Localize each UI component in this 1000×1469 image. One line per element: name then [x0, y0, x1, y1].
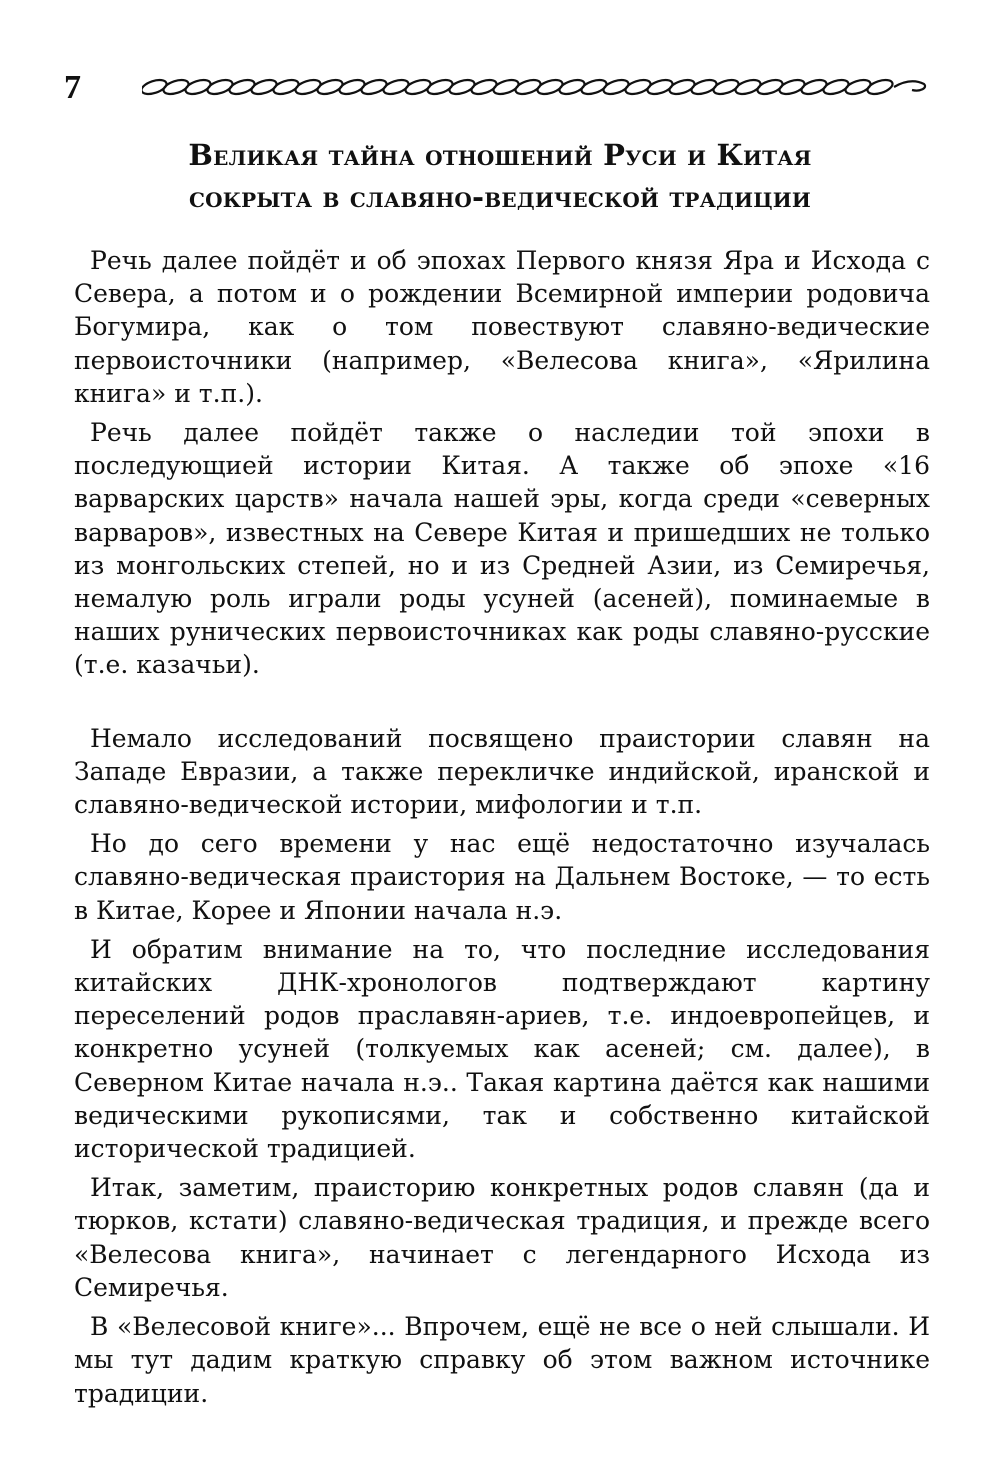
paragraph: И обратим внимание на то, что последние исследования китайских ДНК-хронологов подтверждают картину переселений родов праславян-ариев, т.е. индоевропейцев, и конкретно усуней (толкуемых как асеней; см. далее), в Северном Китае начала н.э.. Такая картина даётся как нашими ведическими рукописями, так и собственно китайской исторической традицией. [74, 934, 930, 1164]
paragraph: Немало исследований посвящено праистории славян на Западе Евразии, а также перекличке индийской, иранской и славяно-ведической истории, мифологии и т.п. [74, 723, 930, 820]
braided-rope-ornament-icon [142, 74, 932, 100]
paragraph: В «Велесовой книге»... Впрочем, ещё не все о ней слышали. И мы тут дадим краткую справку об этом важном источнике традиции. [74, 1312, 930, 1408]
body-text [74, 244, 930, 1416]
paragraph: Речь далее пойдёт и об эпохах Первого князя Яра и Исхода с Севера, а потом и о рождении Всемирной империи родовича Богумира, как о том повествуют славяно-ведические первоисточники (например, «Велесова книга», «Ярилина книга» и т.п.). [74, 246, 930, 408]
chapter-title-line-1: Великая тайна отношений Руси и Китая [188, 138, 812, 172]
paragraph: Но до сего времени у нас ещё недостаточно изучалась славяно-ведическая праистория на Дальнем Востоке, — то есть в Китае, Корее и Японии начала н.э. [74, 829, 930, 925]
page-header [64, 68, 936, 108]
page-number: 7 [64, 69, 81, 106]
chapter-title-line-2: сокрыта в славяно-ведической традиции [189, 180, 811, 214]
chapter-title [60, 134, 940, 218]
paragraph: Речь далее пойдёт также о наследии той эпохи в последующией истории Китая. А также об эпохе «16 варварских царств» начала нашей эры, когда среди «северных варваров», известных на Севере Китая и пришедших не только из монгольских степей, но и из Средней Азии, из Семиречья, немалую роль играли роды усуней (асеней), поминаемые в наших рунических первоисточниках как роды славяно-русские (т.е. казачьи). [74, 418, 930, 680]
paragraph: Итак, заметим, праисторию конкретных родов славян (да и тюрков, кстати) славяно-ведическая традиция, и прежде всего «Велесова книга», начинает с легендарного Исхода из Семиречья. [74, 1173, 930, 1302]
